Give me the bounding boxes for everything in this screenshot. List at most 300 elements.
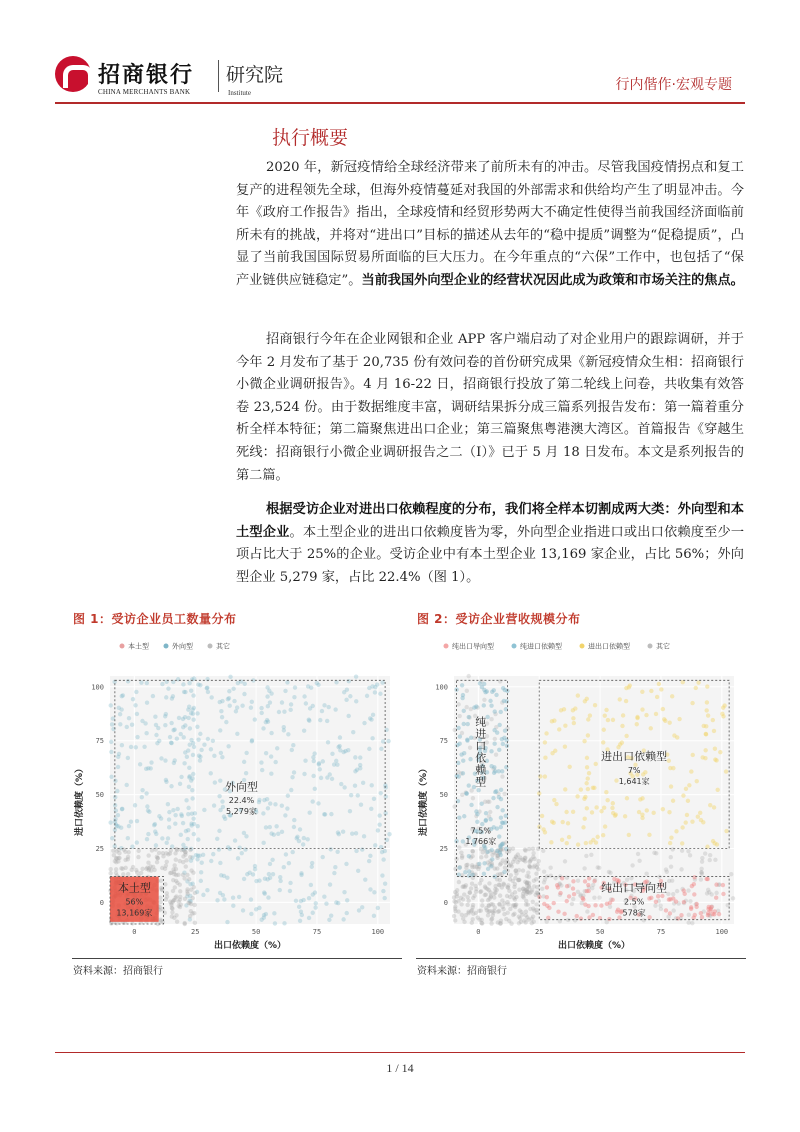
data-point [219,709,223,713]
region-label-import-char: 口 [475,739,487,753]
data-point [492,895,496,899]
data-point [534,902,538,906]
data-point [286,794,290,798]
data-point [285,680,289,684]
data-point [221,893,225,897]
data-point [302,728,306,732]
data-point [720,712,724,716]
data-point [460,696,464,700]
data-point [467,869,471,873]
region-label-import-char: 型 [475,775,487,789]
data-point [298,827,302,831]
data-point [381,739,385,743]
data-point [471,911,475,915]
data-point [519,910,523,914]
data-point [689,769,693,773]
data-point [484,811,488,815]
data-point [190,677,194,681]
data-point [269,691,273,695]
data-point [514,902,518,906]
data-point [282,709,286,713]
data-point [721,705,725,709]
data-point [186,708,190,712]
data-point [160,836,164,840]
data-point [302,772,306,776]
data-point [556,909,560,913]
data-point [644,871,648,875]
data-point [120,807,124,811]
data-point [138,762,142,766]
data-point [168,735,172,739]
data-point [499,797,503,801]
data-point [687,783,691,787]
data-point [115,789,119,793]
data-point [567,765,571,769]
data-point [310,861,314,865]
data-point [681,793,685,797]
data-point [545,919,549,923]
data-point [493,769,497,773]
data-point [602,728,606,732]
data-point [510,864,514,868]
region-label-import-char: 进 [475,727,487,741]
data-point [467,715,471,719]
report-category-tag: 行内偕作·宏观专题 [615,77,732,93]
data-point [217,794,221,798]
data-point [171,878,175,882]
data-point [521,895,525,899]
data-point [264,825,268,829]
data-point [253,867,257,871]
data-point [653,903,657,907]
data-point [549,873,553,877]
data-point [373,690,377,694]
data-point [228,675,232,679]
data-point [587,915,591,919]
data-point [486,867,490,871]
data-point [502,870,506,874]
data-point [700,915,704,919]
data-point [667,759,671,763]
region-label-outward: 外向型 [224,780,258,794]
data-point [206,690,210,694]
data-point [338,735,342,739]
data-point [585,806,589,810]
x-tick-label: 75 [312,928,322,936]
data-point [644,713,648,717]
data-point [712,729,716,733]
data-point [299,899,303,903]
data-point [583,879,587,883]
data-point [571,897,575,901]
data-point [330,752,334,756]
data-point [462,722,466,726]
data-point [172,863,176,867]
data-point [560,838,564,842]
data-point [242,692,246,696]
data-point [110,836,114,840]
data-point [471,796,475,800]
data-point [158,896,162,900]
data-point [482,872,486,876]
data-point [232,699,236,703]
data-point [608,871,612,875]
data-point [265,685,269,689]
data-point [586,889,590,893]
data-point [680,825,684,829]
data-point [585,909,589,913]
data-point [597,895,601,899]
data-point [563,787,567,791]
data-point [277,710,281,714]
data-point [482,698,486,702]
data-point [172,761,176,765]
data-point [356,793,360,797]
data-point [664,908,668,912]
data-point [584,854,588,858]
data-point [333,707,337,711]
data-point [303,758,307,762]
data-point [603,824,607,828]
data-point [582,866,586,870]
data-point [582,797,586,801]
data-point [506,883,510,887]
data-point [586,787,590,791]
data-point [228,703,232,707]
data-point [537,859,541,863]
data-point [635,715,639,719]
data-point [564,810,568,814]
data-point [685,813,689,817]
data-point [586,733,590,737]
data-point [217,829,221,833]
data-point [116,765,120,769]
data-point [494,752,498,756]
data-point [590,886,594,890]
data-point [288,881,292,885]
data-point [371,713,375,717]
data-point [357,908,361,912]
data-point [623,814,627,818]
data-point [724,829,728,833]
data-point [145,681,149,685]
data-point [237,846,241,850]
data-point [187,877,191,881]
data-point [236,856,240,860]
data-point [602,806,606,810]
data-point [491,796,495,800]
data-point [489,717,493,721]
data-point [575,794,579,798]
data-point [116,813,120,817]
region-pct-import: 7.5% [470,826,491,836]
data-point [656,894,660,898]
data-point [706,888,710,892]
data-point [580,896,584,900]
x-axis-title: 出口依赖度（%） [213,941,287,951]
data-point [465,737,469,741]
data-point [121,872,125,876]
data-point [380,873,384,877]
x-tick-label: 100 [715,928,729,936]
data-point [261,841,265,845]
data-point [486,913,490,917]
data-point [198,755,202,759]
data-point [142,745,146,749]
data-point [146,853,150,857]
data-point [485,887,489,891]
data-point [320,709,324,713]
figure-1-source-rule [72,958,402,959]
data-point [310,799,314,803]
data-point [205,888,209,892]
data-point [131,697,135,701]
data-point [268,862,272,866]
data-point [696,815,700,819]
data-point [521,868,525,872]
data-point [620,740,624,744]
data-point [592,786,596,790]
data-point [477,862,481,866]
y-tick-label: 25 [95,845,104,854]
data-point [225,920,229,924]
data-point [146,808,150,812]
data-point [129,745,133,749]
data-point [339,782,343,786]
data-point [670,694,674,698]
data-point [187,681,191,685]
data-point [675,889,679,893]
data-point [543,740,547,744]
data-point [193,921,197,925]
institute-name-en: Institute [228,89,251,97]
data-point [532,908,536,912]
data-point [690,701,694,705]
data-point [667,721,671,725]
data-point [282,921,286,925]
data-point [731,896,735,900]
data-point [381,889,385,893]
data-point [211,739,215,743]
data-point [714,891,718,895]
header-rule [55,102,745,104]
data-point [471,896,475,900]
data-point [288,889,292,893]
data-point [690,819,694,823]
data-point [692,916,696,920]
data-point [135,840,139,844]
data-point [116,856,120,860]
data-point [620,724,624,728]
data-point [217,847,221,851]
data-point [509,873,513,877]
data-point [492,825,496,829]
data-point [167,810,171,814]
data-point [471,903,475,907]
data-point [669,784,673,788]
data-point [117,752,121,756]
data-point [483,893,487,897]
data-point [202,808,206,812]
figure-2-source-rule [416,958,746,959]
data-point [698,811,702,815]
data-point [127,824,131,828]
region-label-export: 纯出口导向型 [601,881,668,895]
data-point [353,755,357,759]
data-point [571,886,575,890]
data-point [307,717,311,721]
data-point [708,803,712,807]
data-point [659,687,663,691]
paragraph-1-emphasis: 当前我国外向型企业的经营状况因此成为政策和市场关注的焦点。 [361,272,744,288]
data-point [679,867,683,871]
data-point [163,758,167,762]
legend-label: 其它 [216,642,230,651]
x-tick-label: 50 [251,928,261,936]
legend-marker [120,644,125,649]
data-point [608,901,612,905]
data-point [497,902,501,906]
data-point [178,859,182,863]
footer-rule [55,1052,745,1053]
data-point [687,913,691,917]
data-point [302,694,306,698]
data-point [630,863,634,867]
data-point [380,680,384,684]
data-point [501,907,505,911]
data-point [286,732,290,736]
data-point [721,883,725,887]
data-point [551,821,555,825]
data-point [462,751,466,755]
data-point [125,725,129,729]
data-point [220,799,224,803]
data-point [182,761,186,765]
data-point [503,729,507,733]
data-point [327,705,331,709]
data-point [472,865,476,869]
data-point [542,870,546,874]
data-point [680,848,684,852]
data-point [182,735,186,739]
data-point [336,830,340,834]
data-point [468,757,472,761]
legend-label: 进出口依赖型 [588,642,630,651]
data-point [351,730,355,734]
data-point [464,705,468,709]
data-point [597,866,601,870]
data-point [183,723,187,727]
data-point [326,740,330,744]
data-point [265,877,269,881]
data-point [247,871,251,875]
data-point [699,870,703,874]
data-point [370,736,374,740]
data-point [485,908,489,912]
y-tick-label: 100 [91,683,104,692]
data-point [661,707,665,711]
data-point [636,852,640,856]
data-point [235,705,239,709]
page-header [0,0,800,110]
legend-marker [444,644,449,649]
data-point [586,717,590,721]
data-point [153,715,157,719]
data-point [244,771,248,775]
data-point [268,801,272,805]
data-point [489,749,493,753]
data-point [453,890,457,894]
data-point [108,820,112,824]
data-point [228,847,232,851]
data-point [168,871,172,875]
y-tick-label: 0 [99,898,104,907]
data-point [589,853,593,857]
data-point [190,896,194,900]
data-point [362,721,366,725]
data-point [457,816,461,820]
data-point [354,675,358,679]
data-point [171,728,175,732]
data-point [640,707,644,711]
data-point [497,883,501,887]
legend-marker [208,644,213,649]
data-point [714,896,718,900]
data-point [153,829,157,833]
data-point [169,901,173,905]
data-point [321,759,325,763]
data-point [173,895,177,899]
data-point [657,682,661,686]
data-point [294,899,298,903]
data-point [311,755,315,759]
data-point [517,888,521,892]
data-point [135,870,139,874]
data-point [563,859,567,863]
data-point [170,910,174,914]
data-point [233,838,237,842]
data-point [185,755,189,759]
data-point [117,706,121,710]
data-point [109,775,113,779]
data-point [155,856,159,860]
legend-marker [648,644,653,649]
data-point [377,813,381,817]
data-point [684,820,688,824]
y-tick-label: 75 [439,737,448,746]
region-label-import-char: 依 [475,751,487,765]
data-point [473,884,477,888]
data-point [291,743,295,747]
data-point [181,843,185,847]
data-point [586,776,590,780]
data-point [342,785,346,789]
data-point [550,719,554,723]
data-point [478,681,482,685]
data-point [123,858,127,862]
data-point [280,830,284,834]
data-point [469,735,473,739]
data-point [489,703,493,707]
data-point [164,780,168,784]
data-point [346,714,350,718]
data-point [661,807,665,811]
cmb-logo-icon [55,56,91,92]
data-point [179,812,183,816]
data-point [456,770,460,774]
data-point [372,890,376,894]
data-point [135,735,139,739]
